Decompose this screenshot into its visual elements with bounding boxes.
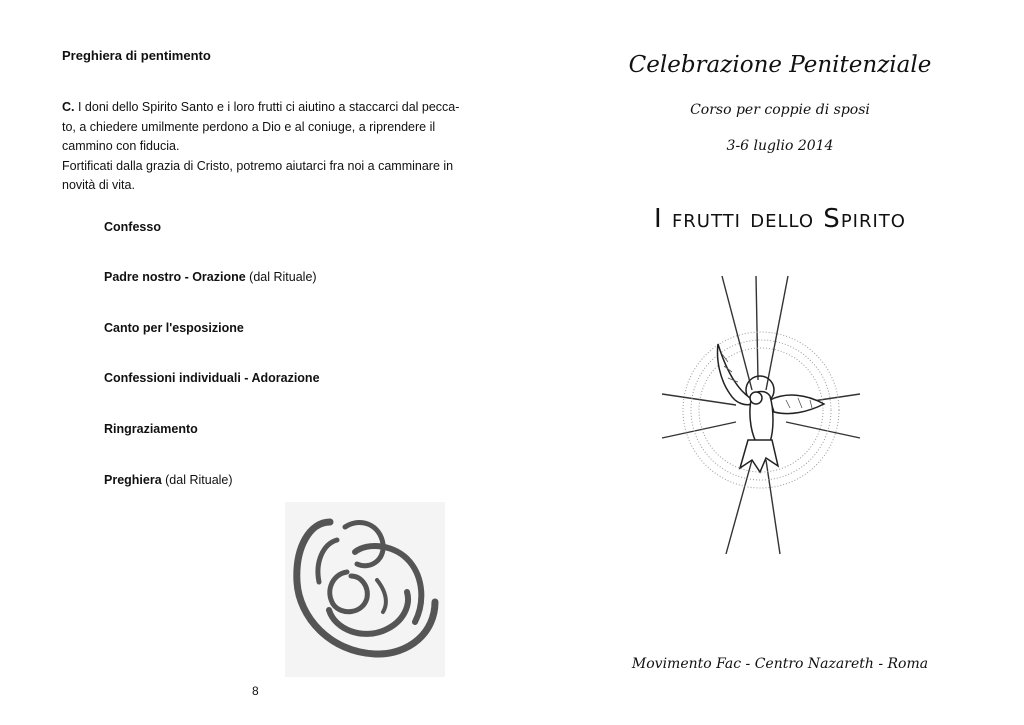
page-number: 8	[252, 684, 259, 698]
list-item	[104, 473, 233, 487]
cover-title: Celebrazione Penitenziale	[628, 52, 932, 78]
cover-subtitle: Corso per coppie di sposi	[690, 102, 870, 118]
cover-theme: I frutti dello Spirito	[654, 204, 906, 234]
item-bold: Confessioni individuali - Adorazione	[104, 371, 320, 385]
intro-lead: C.	[62, 100, 75, 114]
item-bold: Ringraziamento	[104, 422, 198, 436]
cover-date: 3-6 luglio 2014	[726, 138, 834, 154]
list-item	[104, 321, 244, 335]
right-page	[512, 0, 1024, 725]
item-normal: (dal Rituale)	[245, 270, 317, 284]
item-bold: Preghiera	[104, 473, 162, 487]
item-bold: Canto per l'esposizione	[104, 321, 244, 335]
item-normal: (dal Rituale)	[161, 473, 233, 487]
item-bold: Confesso	[104, 220, 161, 234]
intro-paragraph	[62, 98, 462, 196]
intro-text-2: Fortificati dalla grazia di Cristo, potremo aiutarci fra noi a camminare in novità di vita.	[62, 158, 454, 192]
list-item	[104, 270, 317, 284]
list-item	[104, 220, 161, 234]
item-bold: Padre nostro - Orazione	[104, 270, 246, 284]
prayer-title: Preghiera di pentimento	[62, 48, 211, 63]
list-item	[104, 371, 320, 385]
intro-text: I doni dello Spirito Santo e i loro frutti ci aiutino a staccarci dal pecca-to, a chiedere umilmente perdono a Dio e al coniuge, a riprendere il cammino con fiducia.	[62, 100, 460, 153]
holy-family-icon	[285, 502, 445, 677]
list-item	[104, 422, 198, 436]
cover-footer: Movimento Fac - Centro Nazareth - Roma	[631, 656, 929, 672]
holy-spirit-dove-icon	[656, 270, 866, 560]
